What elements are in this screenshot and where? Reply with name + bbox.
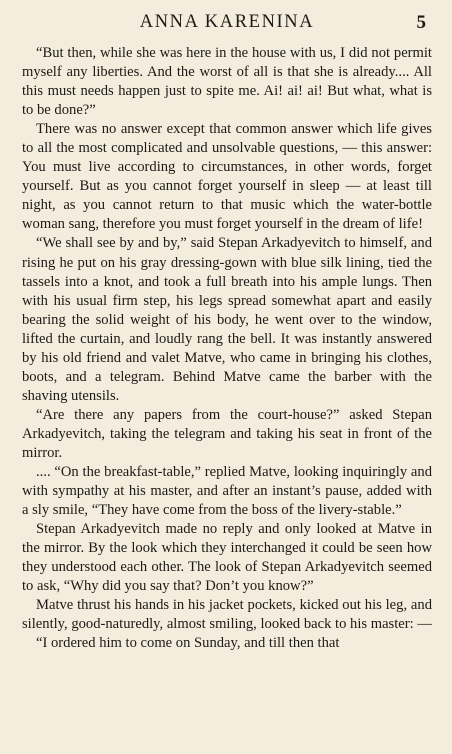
body-text	[22, 44, 432, 654]
paragraph: Stepan Arkadyevitch made no reply and only looked at Matve in the mirror. By the look which they interchanged it could be seen how they understood each other. The look of Stepan Arkadyevitch seemed to ask, “Why did you say that? Don’t you know?”	[22, 521, 432, 595]
paragraph: “Are there any papers from the court-house?” asked Stepan Arkadyevitch, taking the telegram and taking his seat in front of the mirror.	[22, 406, 432, 461]
page-number: 5	[416, 12, 426, 33]
book-title: ANNA KARENINA	[139, 12, 315, 32]
paragraph: Matve thrust his hands in his jacket pockets, kicked out his leg, and silently, good-naturedly, almost smiling, looked back to his master: —	[22, 597, 432, 633]
paragraph: “I ordered him to come on Sunday, and till then that	[36, 635, 340, 652]
paragraph: .... “On the breakfast-table,” replied Matve, looking inquiringly and with sympathy at his master, and after an instant’s pause, added with a sly smile, “They have come from the boss of the livery-stable.”	[22, 464, 432, 519]
paragraph: “But then, while she was here in the house with us, I did not permit myself any liberties. And the worst of all is that she is already.... All this must needs happen just to spite me. Ai! ai! ai! But what, what is to be done?”	[22, 45, 432, 119]
paragraph: There was no answer except that common answer which life gives to all the most complicated and unsolvable questions, — this answer: You must live according to circumstances, in other words, forget yourself. But as you cannot forget yourself in sleep — at least till night, as you cannot return to that music which the water-bottle woman sang, therefore you must forget yourself in the dream of life!	[22, 121, 432, 233]
running-head	[22, 10, 432, 40]
paragraph: “We shall see by and by,” said Stepan Arkadyevitch to himself, and rising he put on his gray dressing-gown with blue silk lining, tied the tassels into a knot, and took a full breath into his ample lungs. Then with his usual firm step, his legs spread somewhat apart and easily bearing the solid weight of his body, he went over to the window, lifted the curtain, and loudly rang the bell. It was instantly answered by his old friend and valet Matve, who came in bringing his clothes, boots, and a telegram. Behind Matve came the barber with the shaving utensils.	[22, 235, 432, 404]
